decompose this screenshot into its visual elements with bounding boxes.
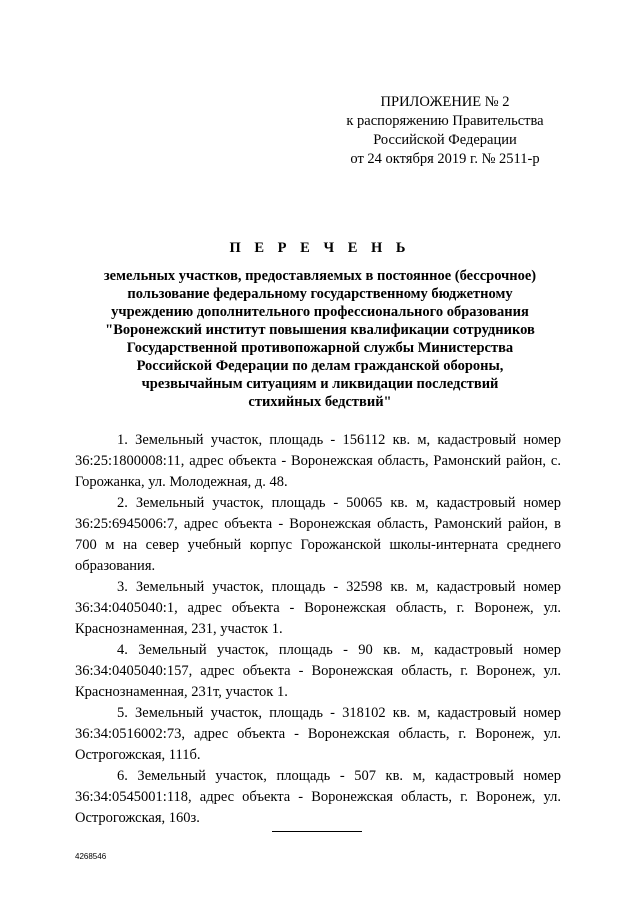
subject-line: земельных участков, предоставляемых в постоянное (бессрочное)	[103, 268, 537, 284]
subject-line: Государственной противопожарной службы Министерства	[126, 340, 514, 356]
subject-line: пользование федеральному государственному бюджетному	[127, 286, 513, 302]
list-item: 5. Земельный участок, площадь - 318102 кв. м, кадастровый номер 36:34:0516002:73, адрес объекта - Воронежская область, г. Воронеж, ул. Острогожская, 111б.	[75, 705, 561, 763]
appendix-block	[330, 93, 560, 169]
appendix-reference: к распоряжению Правительства	[346, 113, 544, 129]
list-item: 2. Земельный участок, площадь - 50065 кв. м, кадастровый номер 36:25:6945006:7, адрес объекта - Воронежская область, Рамонский район, в 700 м на север учебный корпус Горожанской школы-интерната среднего образования.	[75, 495, 561, 574]
list-item: 1. Земельный участок, площадь - 156112 кв. м, кадастровый номер 36:25:1800008:11, адрес объекта - Воронежская область, Рамонский район, с. Горожанка, ул. Молодежная, д. 48.	[75, 432, 561, 490]
list-item: 3. Земельный участок, площадь - 32598 кв. м, кадастровый номер 36:34:0405040:1, адрес объекта - Воронежская область, г. Воронеж, ул. Краснознаменная, 231, участок 1.	[75, 579, 561, 637]
subject-line: чрезвычайным ситуациям и ликвидации последствий	[141, 376, 499, 392]
document-number: 4268546	[75, 852, 107, 861]
closing-rule	[272, 831, 362, 832]
land-plot-list	[75, 430, 561, 829]
appendix-date-number: от 24 октября 2019 г. № 2511-р	[350, 151, 540, 167]
list-item: 4. Земельный участок, площадь - 90 кв. м, кадастровый номер 36:34:0405040:157, адрес объекта - Воронежская область, г. Воронеж, ул. Краснознаменная, 231т, участок 1.	[75, 642, 561, 700]
subject-line: учреждению дополнительного профессионального образования	[111, 304, 529, 320]
document-subject	[60, 267, 580, 411]
subject-line: Российской Федерации по делам гражданской обороны,	[136, 358, 504, 374]
appendix-authority: Российской Федерации	[373, 132, 517, 148]
subject-line: "Воронежский институт повышения квалификации сотрудников	[105, 322, 535, 338]
list-item: 6. Земельный участок, площадь - 507 кв. м, кадастровый номер 36:34:0545001:118, адрес объекта - Воронежская область, г. Воронеж, ул. Острогожская, 160з.	[75, 768, 561, 826]
subject-line: стихийных бедствий"	[248, 394, 392, 410]
document-heading: П Е Р Е Ч Е Н Ь	[229, 240, 411, 256]
appendix-title: ПРИЛОЖЕНИЕ № 2	[380, 94, 510, 110]
